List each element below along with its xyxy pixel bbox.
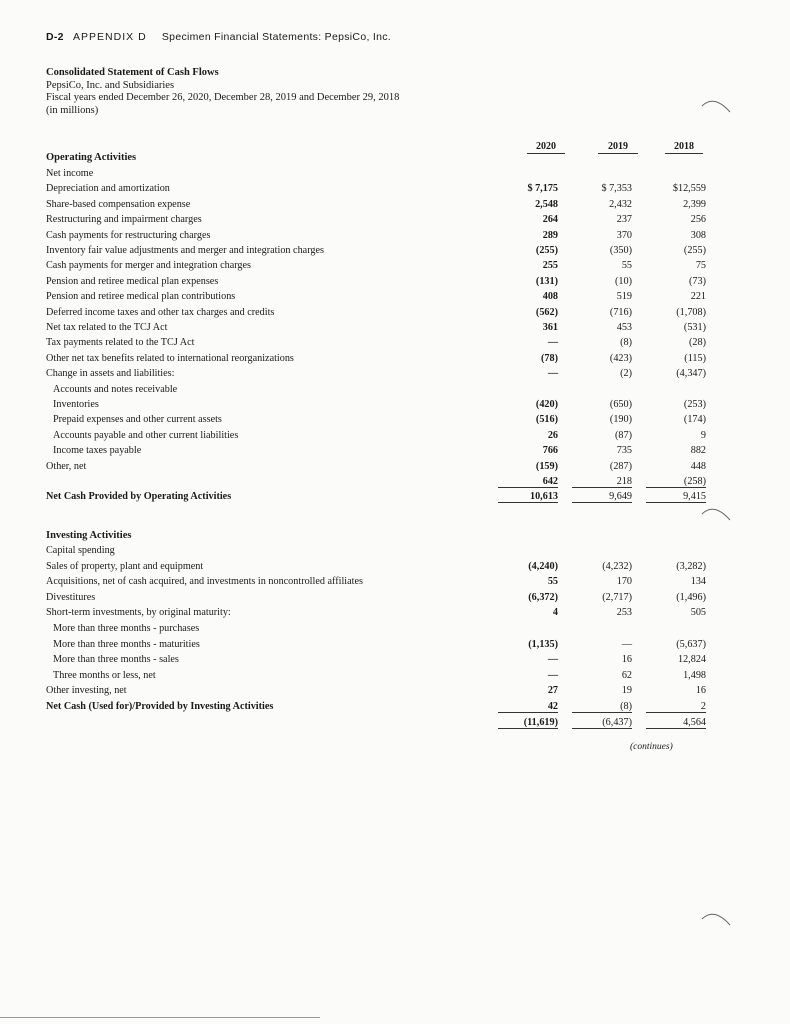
row-label: Share-based compensation expense [46, 198, 191, 210]
page-number: D-2 [46, 31, 64, 43]
appendix-subject: Specimen Financial Statements: PepsiCo, Inc. [161, 31, 392, 43]
cell-2019: 9,649 [572, 491, 632, 503]
table-row [0, 414, 790, 429]
row-label: Acquisitions, net of cash acquired, and investments in noncontrolled affiliates [46, 576, 363, 588]
table-row [0, 168, 790, 183]
cell-2019: 519 [616, 291, 632, 303]
cell-2018: 4,564 [646, 717, 706, 729]
cell-2020: 642 [498, 476, 558, 488]
cell-2018: 882 [690, 445, 706, 457]
cell-2019: 55 [621, 260, 632, 272]
table-row [0, 445, 790, 460]
cell-2018: (5,637) [676, 638, 706, 650]
units-note: (in millions) [46, 104, 99, 116]
row-label: Restructuring and impairment charges [46, 214, 202, 226]
cell-2020: — [547, 669, 558, 681]
cell-2020: (131) [535, 275, 558, 287]
cell-2020: $ 7,175 [527, 183, 558, 195]
row-label: Deferred income taxes and other tax charges and credits [46, 306, 275, 318]
table-row [0, 685, 790, 700]
cell-2019: (716) [609, 306, 632, 318]
table-row [0, 353, 790, 368]
fiscal-period: Fiscal years ended December 26, 2020, December 28, 2019 and December 29, 2018 [46, 92, 400, 104]
column-header-2018: 2018 [665, 141, 703, 154]
cell-2018: (253) [683, 399, 706, 410]
row-label: Cash payments for merger and integration charges [46, 260, 252, 272]
row-label: Inventory fair value adjustments and merger and integration charges [46, 245, 324, 256]
table-row [0, 337, 790, 352]
table-row [0, 545, 790, 560]
column-header-2020: 2020 [527, 141, 565, 154]
cell-2020: (516) [535, 414, 558, 426]
cell-2020: 255 [542, 260, 558, 272]
margin-mark-bottom [700, 905, 734, 931]
cell-2018: 2,399 [683, 198, 706, 210]
margin-mark-top [700, 92, 734, 118]
cell-2020: (1,135) [528, 638, 558, 650]
cell-2020: 408 [542, 291, 558, 303]
cell-2018: (115) [684, 352, 706, 364]
row-label: Pension and retiree medical plan expenses [46, 275, 219, 287]
table-row [0, 701, 790, 716]
cell-2020: (4,240) [528, 560, 558, 572]
cell-2020: (562) [535, 306, 558, 318]
table-row [0, 491, 790, 506]
row-label: More than three months - maturities [53, 638, 200, 650]
row-label: Depreciation and amortization [46, 183, 170, 195]
cell-2020: 2,548 [535, 198, 558, 210]
row-label: Accounts payable and other current liabilities [53, 429, 239, 441]
table-row [0, 368, 790, 383]
cell-2020: 26 [547, 429, 558, 441]
investing-section-title: Investing Activities [46, 530, 132, 541]
cell-2018: 75 [695, 260, 706, 272]
cell-2019: 218 [572, 476, 632, 488]
row-label: Net tax related to the TCJ Act [46, 322, 168, 333]
cell-2018: (73) [689, 275, 706, 287]
cell-2020: — [547, 368, 558, 380]
table-row [0, 307, 790, 322]
cell-2018: 2 [646, 701, 706, 713]
row-label: Net Cash Provided by Operating Activities [46, 491, 232, 503]
table-row [0, 322, 790, 337]
cell-2018: 9 [700, 429, 706, 441]
cell-2020: (78) [541, 352, 558, 364]
cell-2019: (2,717) [602, 591, 632, 603]
company-name: PepsiCo, Inc. and Subsidiaries [46, 79, 175, 91]
table-row [0, 230, 790, 245]
statement-title-block [46, 67, 399, 117]
table-row [0, 430, 790, 445]
cell-2020: (420) [535, 399, 558, 410]
cell-2018: 134 [690, 576, 706, 588]
cell-2020: 289 [542, 229, 558, 241]
cell-2019: 62 [621, 669, 632, 681]
row-label: Tax payments related to the TCJ Act [46, 337, 195, 349]
row-label: More than three months - purchases [53, 623, 200, 634]
row-label: Accounts and notes receivable [53, 383, 178, 395]
row-label: Net income [46, 168, 94, 179]
table-row [0, 291, 790, 306]
cell-2020: 42 [498, 701, 558, 713]
cell-2018: (4,347) [676, 368, 706, 380]
table-row [0, 561, 790, 576]
appendix-label: APPENDIX D [73, 31, 147, 43]
cell-2020: 55 [547, 576, 558, 588]
cell-2020: — [547, 337, 558, 349]
cell-2019: (287) [609, 460, 632, 472]
table-row [0, 670, 790, 685]
row-label: Other investing, net [46, 685, 127, 697]
cell-2019: 453 [616, 322, 632, 333]
cell-2018: $12,559 [672, 183, 706, 195]
cell-2019: 253 [616, 607, 632, 619]
cell-2019: (423) [609, 352, 632, 364]
margin-mark-middle [700, 500, 734, 526]
cell-2020: (159) [535, 460, 558, 472]
table-row [0, 654, 790, 669]
cell-2019: (87) [615, 429, 632, 441]
cell-2019: 237 [616, 214, 632, 226]
cell-2018: (255) [683, 245, 706, 256]
row-label: Income taxes payable [53, 445, 142, 457]
cell-2019: 2,432 [609, 198, 632, 210]
row-label: Short-term investments, by original maturity: [46, 607, 231, 619]
cell-2018: 12,824 [677, 654, 706, 666]
cell-2020: 361 [542, 322, 558, 333]
cell-2018: (174) [683, 414, 706, 426]
cell-2020: (11,619) [498, 717, 558, 729]
cell-2019: (650) [609, 399, 632, 410]
row-label: Three months or less, net [53, 669, 156, 681]
cell-2018: 1,498 [683, 669, 706, 681]
cell-2018: (1,496) [676, 591, 706, 603]
cell-2018: 448 [690, 460, 706, 472]
table-row [0, 399, 790, 414]
table-row [0, 623, 790, 638]
cell-2018: (258) [646, 476, 706, 488]
cell-2020: 4 [552, 607, 558, 619]
table-row [0, 576, 790, 591]
cell-2019: (6,437) [572, 717, 632, 729]
cell-2020: (255) [535, 245, 558, 256]
cell-2020: (6,372) [528, 591, 558, 603]
cell-2018: (28) [689, 337, 706, 349]
table-row [0, 276, 790, 291]
table-row [0, 214, 790, 229]
cell-2019: (2) [620, 368, 632, 380]
cell-2019: (8) [572, 701, 632, 713]
cell-2020: 27 [547, 685, 558, 697]
table-row [0, 199, 790, 214]
operating-section-title: Operating Activities [46, 152, 137, 163]
cell-2019: 19 [621, 685, 632, 697]
cell-2019: — [621, 638, 632, 650]
table-row [0, 639, 790, 654]
cell-2019: (10) [615, 275, 632, 287]
table-row [0, 245, 790, 260]
table-row [0, 717, 790, 732]
cell-2019: 170 [616, 576, 632, 588]
cell-2018: 221 [690, 291, 706, 303]
cell-2018: 9,415 [646, 491, 706, 503]
row-label: More than three months - sales [53, 654, 179, 666]
row-label: Sales of property, plant and equipment [46, 560, 204, 572]
table-row [0, 476, 790, 491]
continues-note: (continues) [630, 742, 673, 752]
row-label: Prepaid expenses and other current assets [53, 414, 222, 426]
column-header-2019: 2019 [598, 141, 638, 154]
cell-2018: (3,282) [676, 560, 706, 572]
page-header [46, 31, 391, 43]
row-label: Net Cash (Used for)/Provided by Investing Activities [46, 701, 274, 712]
cell-2018: (531) [683, 322, 706, 333]
cell-2018: 308 [690, 229, 706, 241]
row-label: Other, net [46, 460, 87, 472]
row-label: Other net tax benefits related to international reorganizations [46, 352, 294, 364]
table-row [0, 607, 790, 622]
row-label: Inventories [53, 399, 99, 410]
cell-2020: 10,613 [498, 491, 558, 503]
cell-2019: (350) [609, 245, 632, 256]
table-row [0, 183, 790, 198]
cell-2020: 766 [542, 445, 558, 457]
bottom-rule [0, 1017, 320, 1018]
cell-2019: 370 [616, 229, 632, 241]
table-row [0, 461, 790, 476]
cell-2020: 264 [542, 214, 558, 226]
cell-2018: (1,708) [676, 306, 706, 318]
cell-2018: 505 [690, 607, 706, 619]
cell-2019: $ 7,353 [601, 183, 632, 195]
cell-2019: (190) [609, 414, 632, 426]
table-row [0, 384, 790, 399]
cell-2020: — [547, 654, 558, 666]
row-label: Divestitures [46, 591, 96, 603]
cell-2019: 16 [621, 654, 632, 666]
statement-title: Consolidated Statement of Cash Flows [46, 67, 219, 78]
row-label: Cash payments for restructuring charges [46, 229, 211, 241]
table-row [0, 592, 790, 607]
row-label: Change in assets and liabilities: [46, 368, 175, 380]
cell-2019: (8) [620, 337, 632, 349]
row-label: Capital spending [46, 545, 115, 556]
cell-2018: 16 [695, 685, 706, 697]
cell-2018: 256 [690, 214, 706, 226]
cell-2019: (4,232) [602, 560, 632, 572]
cell-2019: 735 [616, 445, 632, 457]
table-row [0, 260, 790, 275]
row-label: Pension and retiree medical plan contributions [46, 291, 236, 303]
